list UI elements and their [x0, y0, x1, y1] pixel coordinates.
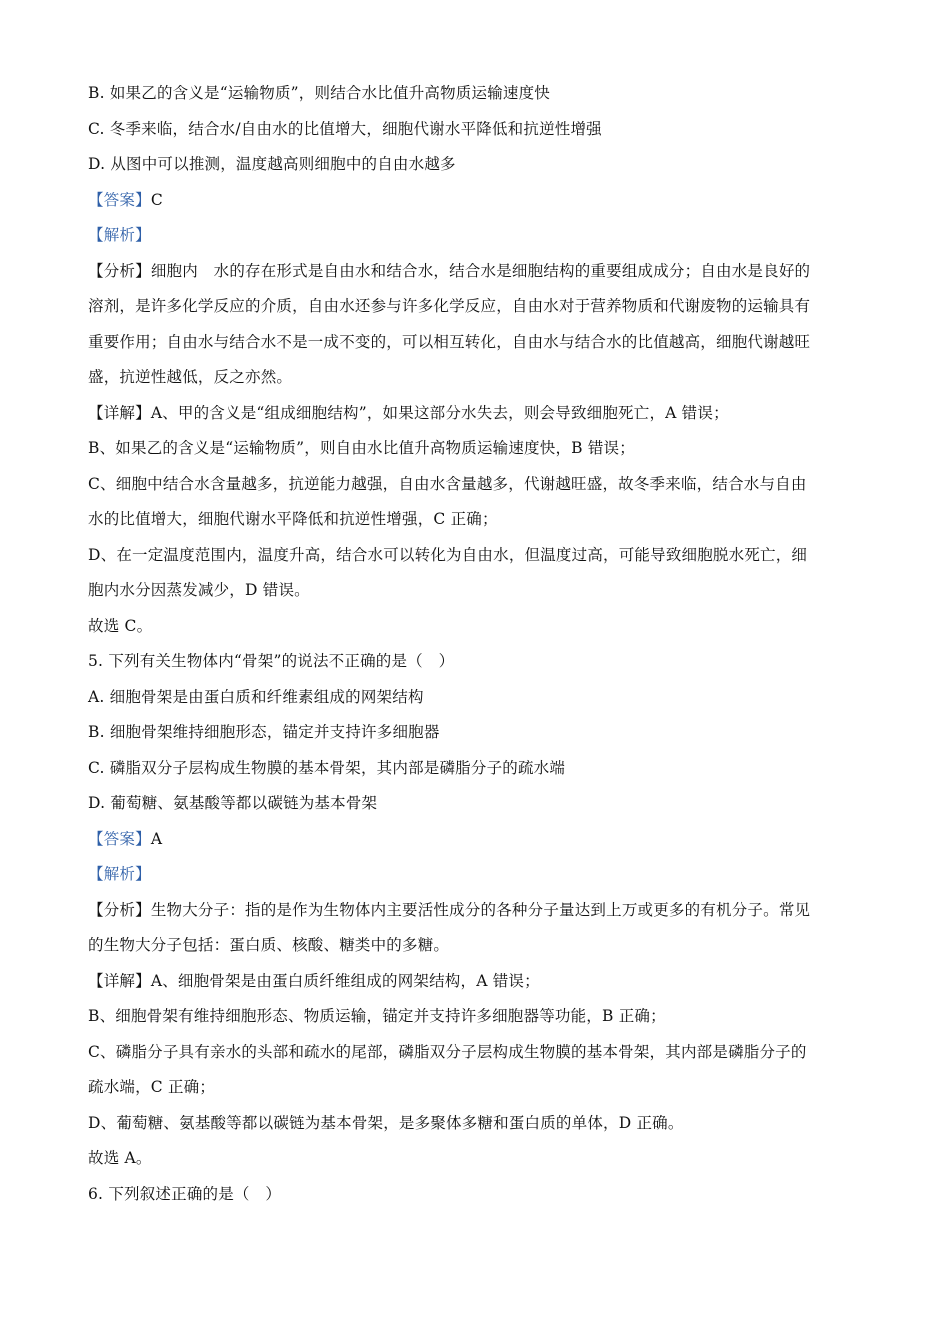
fenxi-tag: 【分析】 — [88, 900, 151, 919]
q5-fenxi-line-1 — [88, 893, 863, 929]
q5-option-d: D. 葡萄糖、氨基酸等都以碳链为基本骨架 — [88, 794, 378, 812]
q5-xiangjie-line-2: B、细胞骨架有维持细胞形态、物质运输，锚定并支持许多细胞器等功能，B 正确； — [88, 1007, 666, 1025]
q5-answer — [88, 822, 863, 858]
analysis-tag: 【解析】 — [88, 226, 151, 244]
answer-tag: 【答案】 — [88, 829, 151, 848]
q5-xiangjie-line-4: 疏水端，C 正确； — [88, 1078, 216, 1096]
q5-xiangjie-line-5: D、葡萄糖、氨基酸等都以碳链为基本骨架，是多聚体多糖和蛋白质的单体，D 正确。 — [88, 1113, 684, 1132]
document-page — [88, 76, 863, 1212]
xiangjie-text: A、甲的含义是“组成细胞结构”，如果这部分水失去，则会导致细胞死亡，A 错误； — [150, 403, 729, 422]
q4-option-c: C. 冬季来临，结合水/自由水的比值增大，细胞代谢水平降低和抗逆性增强 — [88, 119, 602, 138]
fenxi-text: 生物大分子：指的是作为生物体内主要活性成分的各种分子量达到上万或更多的有机分子。常见 — [150, 900, 811, 919]
q4-fenxi-line-1 — [88, 254, 863, 290]
q4-option-d: D. 从图中可以推测，温度越高则细胞中的自由水越多 — [88, 155, 456, 173]
xiangjie-tag: 【详解】 — [88, 403, 151, 422]
q4-fenxi-line-3: 重要作用；自由水与结合水不是一成不变的，可以相互转化，自由水与结合水的比值越高，细胞代谢越旺 — [88, 332, 811, 351]
q5-xiangjie-line-3: C、磷脂分子具有亲水的头部和疏水的尾部，磷脂双分子层构成生物膜的基本骨架，其内部是磷脂分子的 — [88, 1042, 807, 1061]
analysis-tag: 【解析】 — [88, 865, 151, 883]
answer-value: A — [150, 829, 163, 848]
q6-stem: 6. 下列叙述正确的是（ ） — [88, 1184, 282, 1203]
q4-answer — [88, 183, 863, 219]
q4-fenxi-line-2: 溶剂，是许多化学反应的介质，自由水还参与许多化学反应，自由水对于营养物质和代谢废物的运输具有 — [88, 297, 811, 315]
q4-xiangjie-line-3: C、细胞中结合水含量越多，抗逆能力越强，自由水含量越多，代谢越旺盛，故冬季来临，结合水与自由 — [88, 474, 807, 493]
q5-conclusion: 故选 A。 — [88, 1149, 152, 1167]
q5-option-b: B. 细胞骨架维持细胞形态，锚定并支持许多细胞器 — [88, 723, 440, 741]
q4-fenxi-line-4: 盛，抗逆性越低，反之亦然。 — [88, 368, 293, 386]
q4-analysis-heading — [88, 218, 863, 254]
q5-option-c: C. 磷脂双分子层构成生物膜的基本骨架，其内部是磷脂分子的疏水端 — [88, 758, 566, 777]
q5-option-a: A. 细胞骨架是由蛋白质和纤维素组成的网架结构 — [88, 687, 424, 706]
q4-conclusion: 故选 C。 — [88, 616, 153, 635]
q4-xiangjie-line-4: 水的比值增大，细胞代谢水平降低和抗逆性增强，C 正确； — [88, 510, 498, 528]
answer-tag: 【答案】 — [88, 190, 151, 209]
q4-xiangjie-line-6: 胞内水分因蒸发减少，D 错误。 — [88, 581, 310, 599]
q5-analysis-heading — [88, 857, 863, 893]
fenxi-text: 细胞内 水的存在形式是自由水和结合水，结合水是细胞结构的重要组成成分；自由水是良好的 — [150, 261, 811, 280]
q4-option-b: B. 如果乙的含义是“运输物质”，则结合水比值升高物质运输速度快 — [88, 84, 550, 102]
xiangjie-text: A、细胞骨架是由蛋白质纤维组成的网架结构，A 错误； — [150, 971, 540, 990]
xiangjie-tag: 【详解】 — [88, 971, 151, 990]
q5-xiangjie-line-1 — [88, 964, 863, 1000]
q4-xiangjie-line-5: D、在一定温度范围内，温度升高，结合水可以转化为自由水，但温度过高，可能导致细胞脱水死亡，细 — [88, 545, 808, 564]
q4-xiangjie-line-2: B、如果乙的含义是“运输物质”，则自由水比值升高物质运输速度快，B 错误； — [88, 439, 635, 457]
q5-stem: 5. 下列有关生物体内“骨架”的说法不正确的是（ ） — [88, 652, 455, 670]
q5-fenxi-line-2: 的生物大分子包括：蛋白质、核酸、糖类中的多糖。 — [88, 936, 450, 954]
q4-xiangjie-line-1 — [88, 396, 863, 432]
fenxi-tag: 【分析】 — [88, 261, 151, 280]
answer-value: C — [150, 190, 163, 209]
